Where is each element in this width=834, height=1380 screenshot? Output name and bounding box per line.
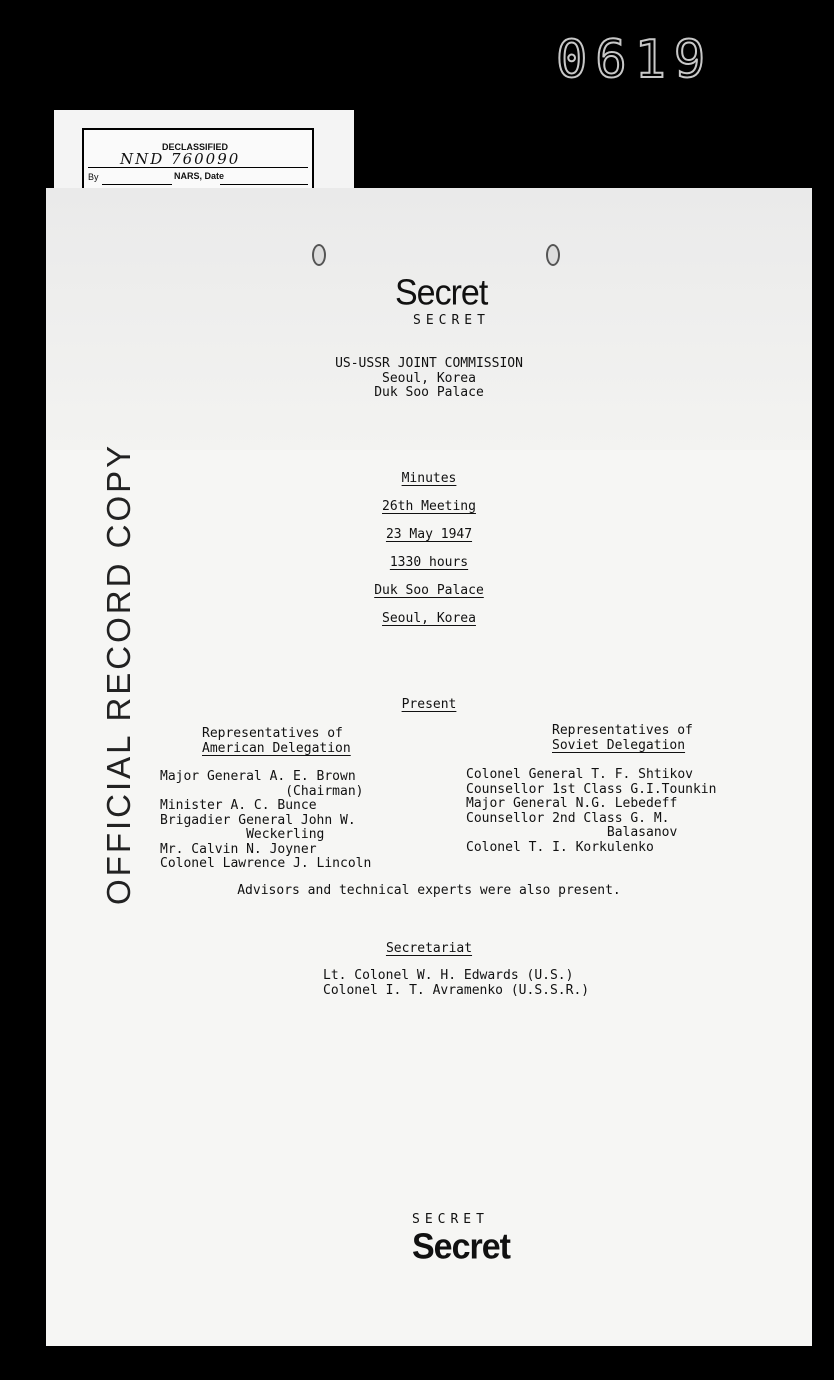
header-palace: Duk Soo Palace [374,385,484,400]
american-members-list [160,770,371,872]
soviet-delegation-heading [552,724,693,753]
advisors-note: Advisors and technical experts were also present. [237,883,621,898]
secret-typed-bottom: SECRET [412,1212,489,1227]
punch-hole-right [546,244,560,266]
by-label: By [88,172,99,182]
document-sheet [46,188,812,1346]
american-heading-line2: American Delegation [202,740,351,756]
soviet-heading-line2: Soviet Delegation [552,737,686,753]
stamp-line [88,167,308,168]
declassification-stamp [82,128,314,192]
secretariat-heading: Secretariat [385,941,473,956]
meeting-city: Seoul, Korea [382,611,476,626]
soviet-heading-line1: Representatives of [552,723,693,738]
meeting-number: 26th Meeting [382,499,476,514]
secret-stamp-bottom: Secret [412,1227,510,1267]
list-item: Mr. Calvin N. Joyner [160,841,317,857]
list-item: Lt. Colonel W. H. Edwards (U.S.) [323,968,574,983]
list-item: Weckerling [160,827,325,842]
meeting-time: 1330 hours [389,555,469,570]
minutes-title: Minutes [401,471,457,486]
list-item: Major General A. E. Brown [160,769,356,784]
secretariat-list [323,969,589,998]
secret-stamp-top: Secret [395,273,488,313]
american-delegation-heading [202,727,351,756]
secret-typed-top: SECRET [413,313,490,328]
declassification-authority: NND 760090 [120,150,241,168]
list-item: Balasanov [466,825,678,840]
american-heading-line1: Representatives of [202,726,343,741]
list-item: Brigadier General John W. [160,812,356,828]
punch-hole-left [312,244,326,266]
list-item: Colonel T. I. Korkulenko [466,839,654,855]
list-item: Counsellor 1st Class G.I.Tounkin [466,781,717,797]
list-item: (Chairman) [160,783,364,799]
declassified-label: DECLASSIFIED [162,142,229,152]
official-record-copy-stamp: OFFICIAL RECORD COPY [100,442,137,905]
header-city: Seoul, Korea [382,371,476,386]
list-item: Counsellor 2nd Class G. M. [466,810,670,826]
list-item: Colonel General T. F. Shtikov [466,767,693,782]
list-item: Colonel I. T. Avramenko (U.S.S.R.) [323,982,590,998]
stamp-line [102,184,172,185]
meeting-place: Duk Soo Palace [374,583,484,598]
header-commission: US-USSR JOINT COMMISSION [335,356,523,371]
present-heading: Present [401,697,457,712]
list-item: Colonel Lawrence J. Lincoln [160,856,372,871]
nars-date-label: NARS, Date [174,171,225,181]
soviet-members-list [466,768,716,855]
list-item: Minister A. C. Bunce [160,798,317,813]
stamp-line [220,184,308,185]
list-item: Major General N.G. Lebedeff [466,796,678,811]
archive-page-number: 0619 [556,30,714,90]
meeting-date: 23 May 1947 [385,527,473,542]
